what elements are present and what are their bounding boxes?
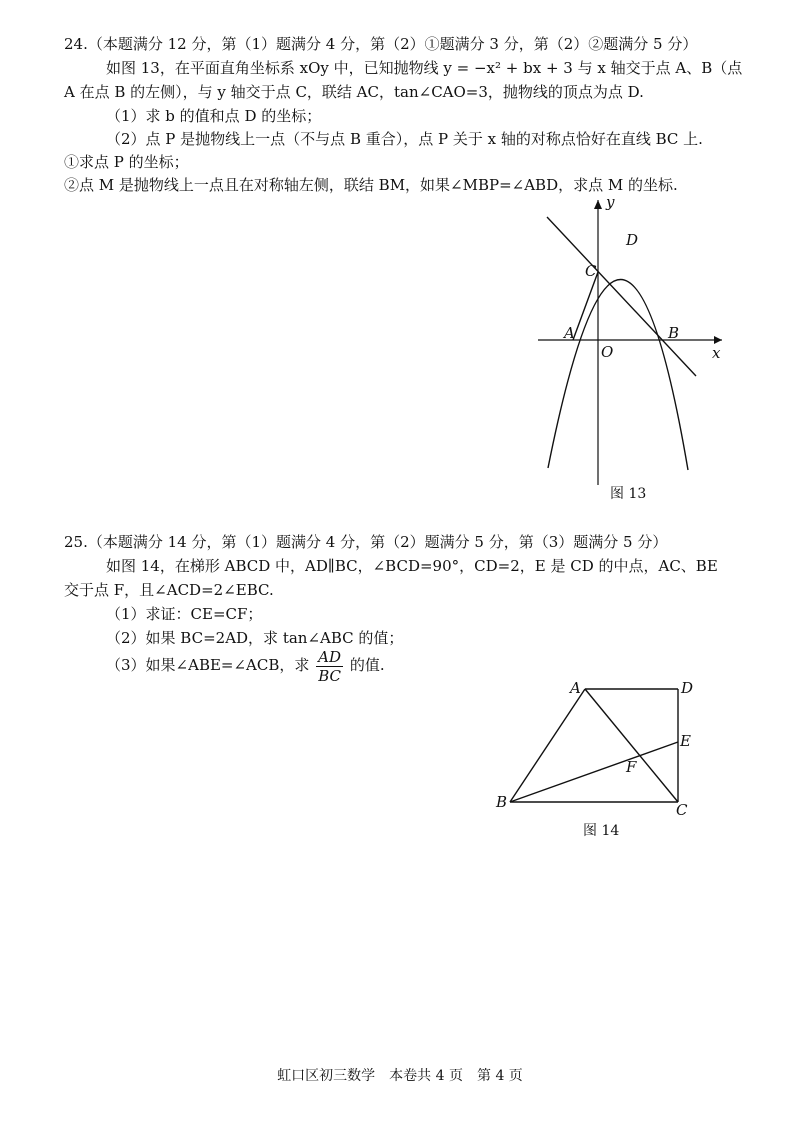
q24-part2b: ②点 M 是抛物线上一点且在对称轴左侧，联结 BM，如果∠MBP=∠ABD，求点 M 的坐标.: [64, 176, 678, 194]
q25-header: 25.（本题满分 14 分，第（1）题满分 4 分，第（2）题满分 5 分，第（3）题满分 5 分）: [64, 533, 668, 551]
diagonal-ac: [585, 689, 678, 802]
label-b: B: [668, 324, 680, 342]
q25-part3-suffix: 的值.: [349, 656, 385, 674]
label-f: F: [626, 758, 637, 776]
label-e: E: [680, 732, 691, 750]
ad-over-bc-fraction: [316, 648, 343, 685]
figure-13-caption: 图 13: [610, 486, 647, 502]
q24-part1: （1）求 b 的值和点 D 的坐标；: [106, 107, 322, 125]
label-a: A: [570, 679, 581, 697]
label-d: D: [681, 679, 694, 697]
y-axis-arrow: [594, 200, 602, 209]
label-c: C: [585, 262, 597, 280]
q24-header: 24.（本题满分 12 分，第（1）题满分 4 分，第（2）①题满分 3 分，第（2）②题满分 5 分）: [64, 35, 698, 53]
figure-14: [490, 675, 710, 845]
page-footer: 虹口区初三数学 本卷共 4 页 第 4 页: [277, 1068, 523, 1084]
parabola: [548, 279, 688, 470]
q25-stem-2: 交于点 F，且∠ACD=2∠EBC.: [64, 581, 274, 599]
label-y: y: [606, 193, 615, 211]
figure-14-caption: 图 14: [583, 823, 620, 839]
q24-part2: （2）点 P 是抛物线上一点（不与点 B 重合），点 P 关于 x 轴的对称点恰好在直线 BC 上.: [106, 130, 703, 148]
fraction-numerator: AD: [318, 647, 342, 666]
label-x: x: [712, 344, 721, 362]
q25-stem-1: 如图 14，在梯形 ABCD 中，AD∥BC，∠BCD=90°，CD=2，E 是 CD 的中点，AC、BE: [106, 557, 718, 575]
label-o: O: [601, 343, 614, 361]
label-a: A: [564, 324, 575, 342]
q24-stem-2: A 在点 B 的左侧），与 y 轴交于点 C，联结 AC，tan∠CAO=3，抛物线的顶点为点 D.: [64, 83, 644, 101]
q25-part3-prefix: （3）如果∠ABE=∠ACB，求: [106, 656, 310, 674]
line-bc: [547, 217, 696, 376]
label-c: C: [676, 801, 688, 819]
figure-13: [520, 195, 750, 505]
x-axis-arrow: [714, 336, 722, 344]
q25-part3: [106, 645, 385, 685]
label-d: D: [626, 231, 639, 249]
side-ba: [510, 689, 585, 802]
q25-part1: （1）求证：CE=CF；: [106, 605, 263, 623]
fraction-denominator: BC: [318, 666, 341, 685]
q24-part2a: ①求点 P 的坐标；: [64, 153, 189, 171]
q24-stem-1: 如图 13，在平面直角坐标系 xOy 中，已知抛物线 y = −x² + bx + 3 与 x 轴交于点 A、B（点: [106, 59, 743, 77]
label-b: B: [496, 793, 508, 811]
q25-part2: （2）如果 BC=2AD，求 tan∠ABC 的值；: [106, 629, 404, 647]
